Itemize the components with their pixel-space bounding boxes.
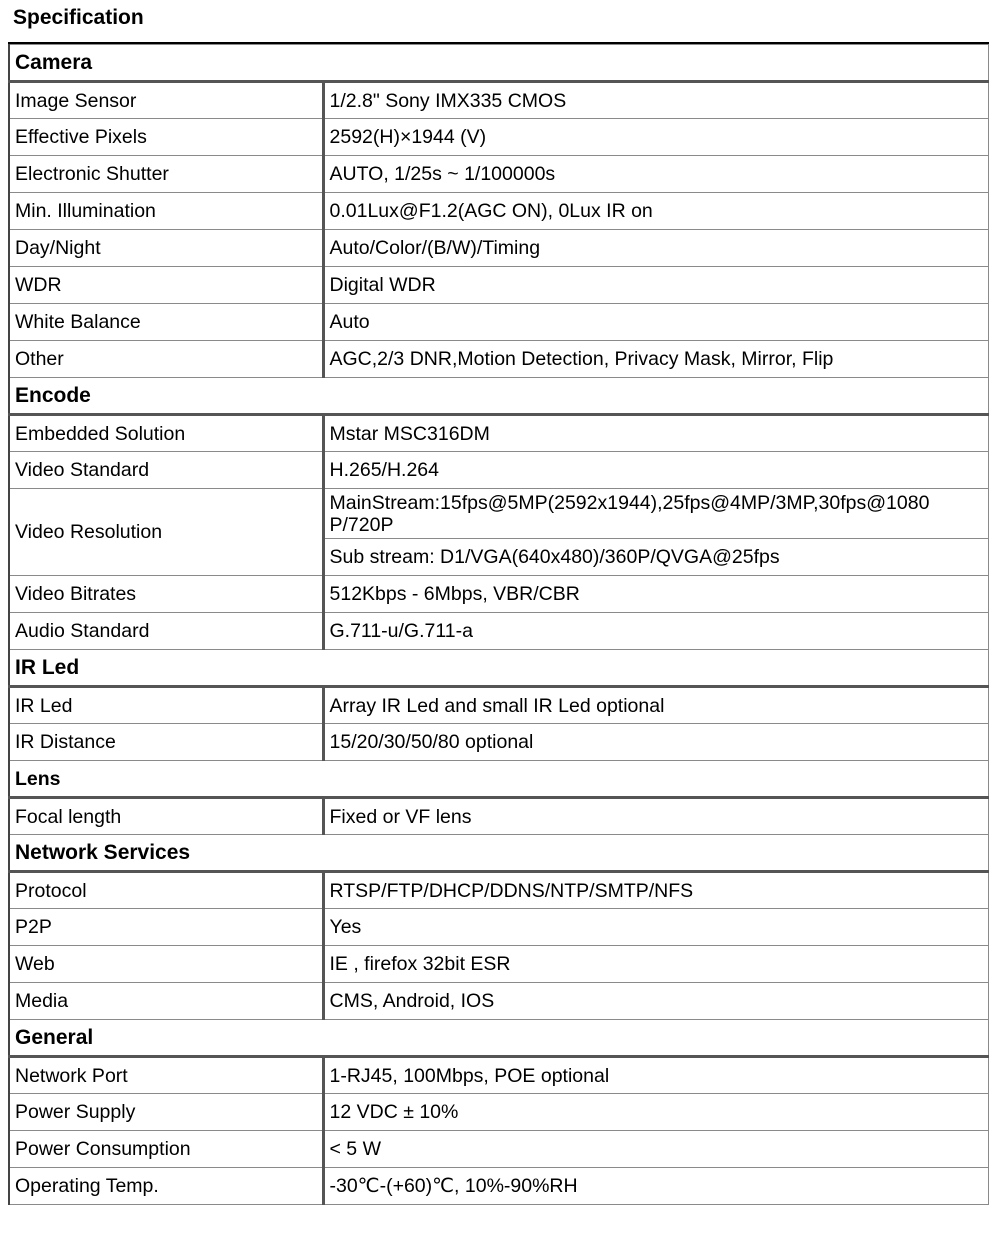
spec-key: Embedded Solution bbox=[9, 415, 323, 452]
spec-value: Yes bbox=[323, 909, 989, 946]
spec-row bbox=[9, 1094, 989, 1131]
spec-key: Operating Temp. bbox=[9, 1168, 323, 1205]
spec-value: 2592(H)×1944 (V) bbox=[323, 119, 989, 156]
spec-key: Power Consumption bbox=[9, 1131, 323, 1168]
spec-value: AUTO, 1/25s ~ 1/100000s bbox=[323, 156, 989, 193]
spec-value: Digital WDR bbox=[323, 267, 989, 304]
spec-key: White Balance bbox=[9, 304, 323, 341]
spec-value: 1-RJ45, 100Mbps, POE optional bbox=[323, 1057, 989, 1094]
spec-row bbox=[9, 304, 989, 341]
spec-key: Video Resolution bbox=[9, 489, 323, 576]
spec-value: IE , firefox 32bit ESR bbox=[323, 946, 989, 983]
spec-row bbox=[9, 1168, 989, 1205]
spec-row bbox=[9, 1131, 989, 1168]
spec-key: WDR bbox=[9, 267, 323, 304]
spec-value: Auto bbox=[323, 304, 989, 341]
spec-value: < 5 W bbox=[323, 1131, 989, 1168]
mainstream-line-2: P/720P bbox=[329, 513, 394, 536]
spec-row bbox=[9, 156, 989, 193]
spec-key: Image Sensor bbox=[9, 82, 323, 119]
spec-value: Auto/Color/(B/W)/Timing bbox=[323, 230, 989, 267]
spec-key: Other bbox=[9, 341, 323, 378]
spec-key: P2P bbox=[9, 909, 323, 946]
spec-row bbox=[9, 724, 989, 761]
spec-value: -30℃-(+60)℃, 10%-90%RH bbox=[323, 1168, 989, 1205]
spec-row bbox=[9, 872, 989, 909]
spec-value: RTSP/FTP/DHCP/DDNS/NTP/SMTP/NFS bbox=[323, 872, 989, 909]
spec-key: Media bbox=[9, 983, 323, 1020]
spec-key: IR Led bbox=[9, 687, 323, 724]
spec-value-substream: Sub stream: D1/VGA(640x480)/360P/QVGA@25fps bbox=[323, 539, 989, 576]
spec-value: CMS, Android, IOS bbox=[323, 983, 989, 1020]
page-title: Specification bbox=[13, 6, 144, 29]
spec-row bbox=[9, 193, 989, 230]
spec-value: AGC,2/3 DNR,Motion Detection, Privacy Mask, Mirror, Flip bbox=[323, 341, 989, 378]
spec-row bbox=[9, 687, 989, 724]
spec-value: Array IR Led and small IR Led optional bbox=[323, 687, 989, 724]
spec-key: Power Supply bbox=[9, 1094, 323, 1131]
spec-row bbox=[9, 341, 989, 378]
spec-value: G.711-u/G.711-a bbox=[323, 613, 989, 650]
spec-row bbox=[9, 119, 989, 156]
spec-row bbox=[9, 230, 989, 267]
spec-value: Fixed or VF lens bbox=[323, 798, 989, 835]
spec-value: 0.01Lux@F1.2(AGC ON), 0Lux IR on bbox=[323, 193, 989, 230]
spec-key: Web bbox=[9, 946, 323, 983]
section-header-encode: Encode bbox=[9, 378, 989, 415]
spec-row-video-resolution bbox=[9, 489, 989, 539]
section-header-lens: Lens bbox=[9, 761, 989, 798]
spec-value-mainstream bbox=[323, 489, 989, 539]
spec-key: Video Standard bbox=[9, 452, 323, 489]
spec-key: Protocol bbox=[9, 872, 323, 909]
section-header-ir-led: IR Led bbox=[9, 650, 989, 687]
spec-row bbox=[9, 415, 989, 452]
spec-value: H.265/H.264 bbox=[323, 452, 989, 489]
spec-key: Effective Pixels bbox=[9, 119, 323, 156]
spec-key: Electronic Shutter bbox=[9, 156, 323, 193]
spec-value: 12 VDC ± 10% bbox=[323, 1094, 989, 1131]
spec-key: Min. Illumination bbox=[9, 193, 323, 230]
specification-table bbox=[8, 44, 989, 1205]
spec-row bbox=[9, 267, 989, 304]
spec-row bbox=[9, 576, 989, 613]
spec-row bbox=[9, 983, 989, 1020]
spec-key: Day/Night bbox=[9, 230, 323, 267]
spec-key: Video Bitrates bbox=[9, 576, 323, 613]
spec-key: Network Port bbox=[9, 1057, 323, 1094]
spec-row bbox=[9, 613, 989, 650]
spec-value: 1/2.8" Sony IMX335 CMOS bbox=[323, 82, 989, 119]
spec-value: 512Kbps - 6Mbps, VBR/CBR bbox=[323, 576, 989, 613]
spec-row bbox=[9, 82, 989, 119]
spec-key: Audio Standard bbox=[9, 613, 323, 650]
section-header-network-services: Network Services bbox=[9, 835, 989, 872]
spec-row bbox=[9, 909, 989, 946]
section-header-general: General bbox=[9, 1020, 989, 1057]
spec-key: IR Distance bbox=[9, 724, 323, 761]
spec-key: Focal length bbox=[9, 798, 323, 835]
spec-row bbox=[9, 946, 989, 983]
spec-row bbox=[9, 452, 989, 489]
spec-row bbox=[9, 1057, 989, 1094]
spec-value: 15/20/30/50/80 optional bbox=[323, 724, 989, 761]
section-header-camera: Camera bbox=[9, 45, 989, 82]
spec-value: Mstar MSC316DM bbox=[323, 415, 989, 452]
spec-row bbox=[9, 798, 989, 835]
mainstream-line-1: MainStream:15fps@5MP(2592x1944),25fps@4MP/3MP,30fps@1080 bbox=[329, 491, 930, 514]
